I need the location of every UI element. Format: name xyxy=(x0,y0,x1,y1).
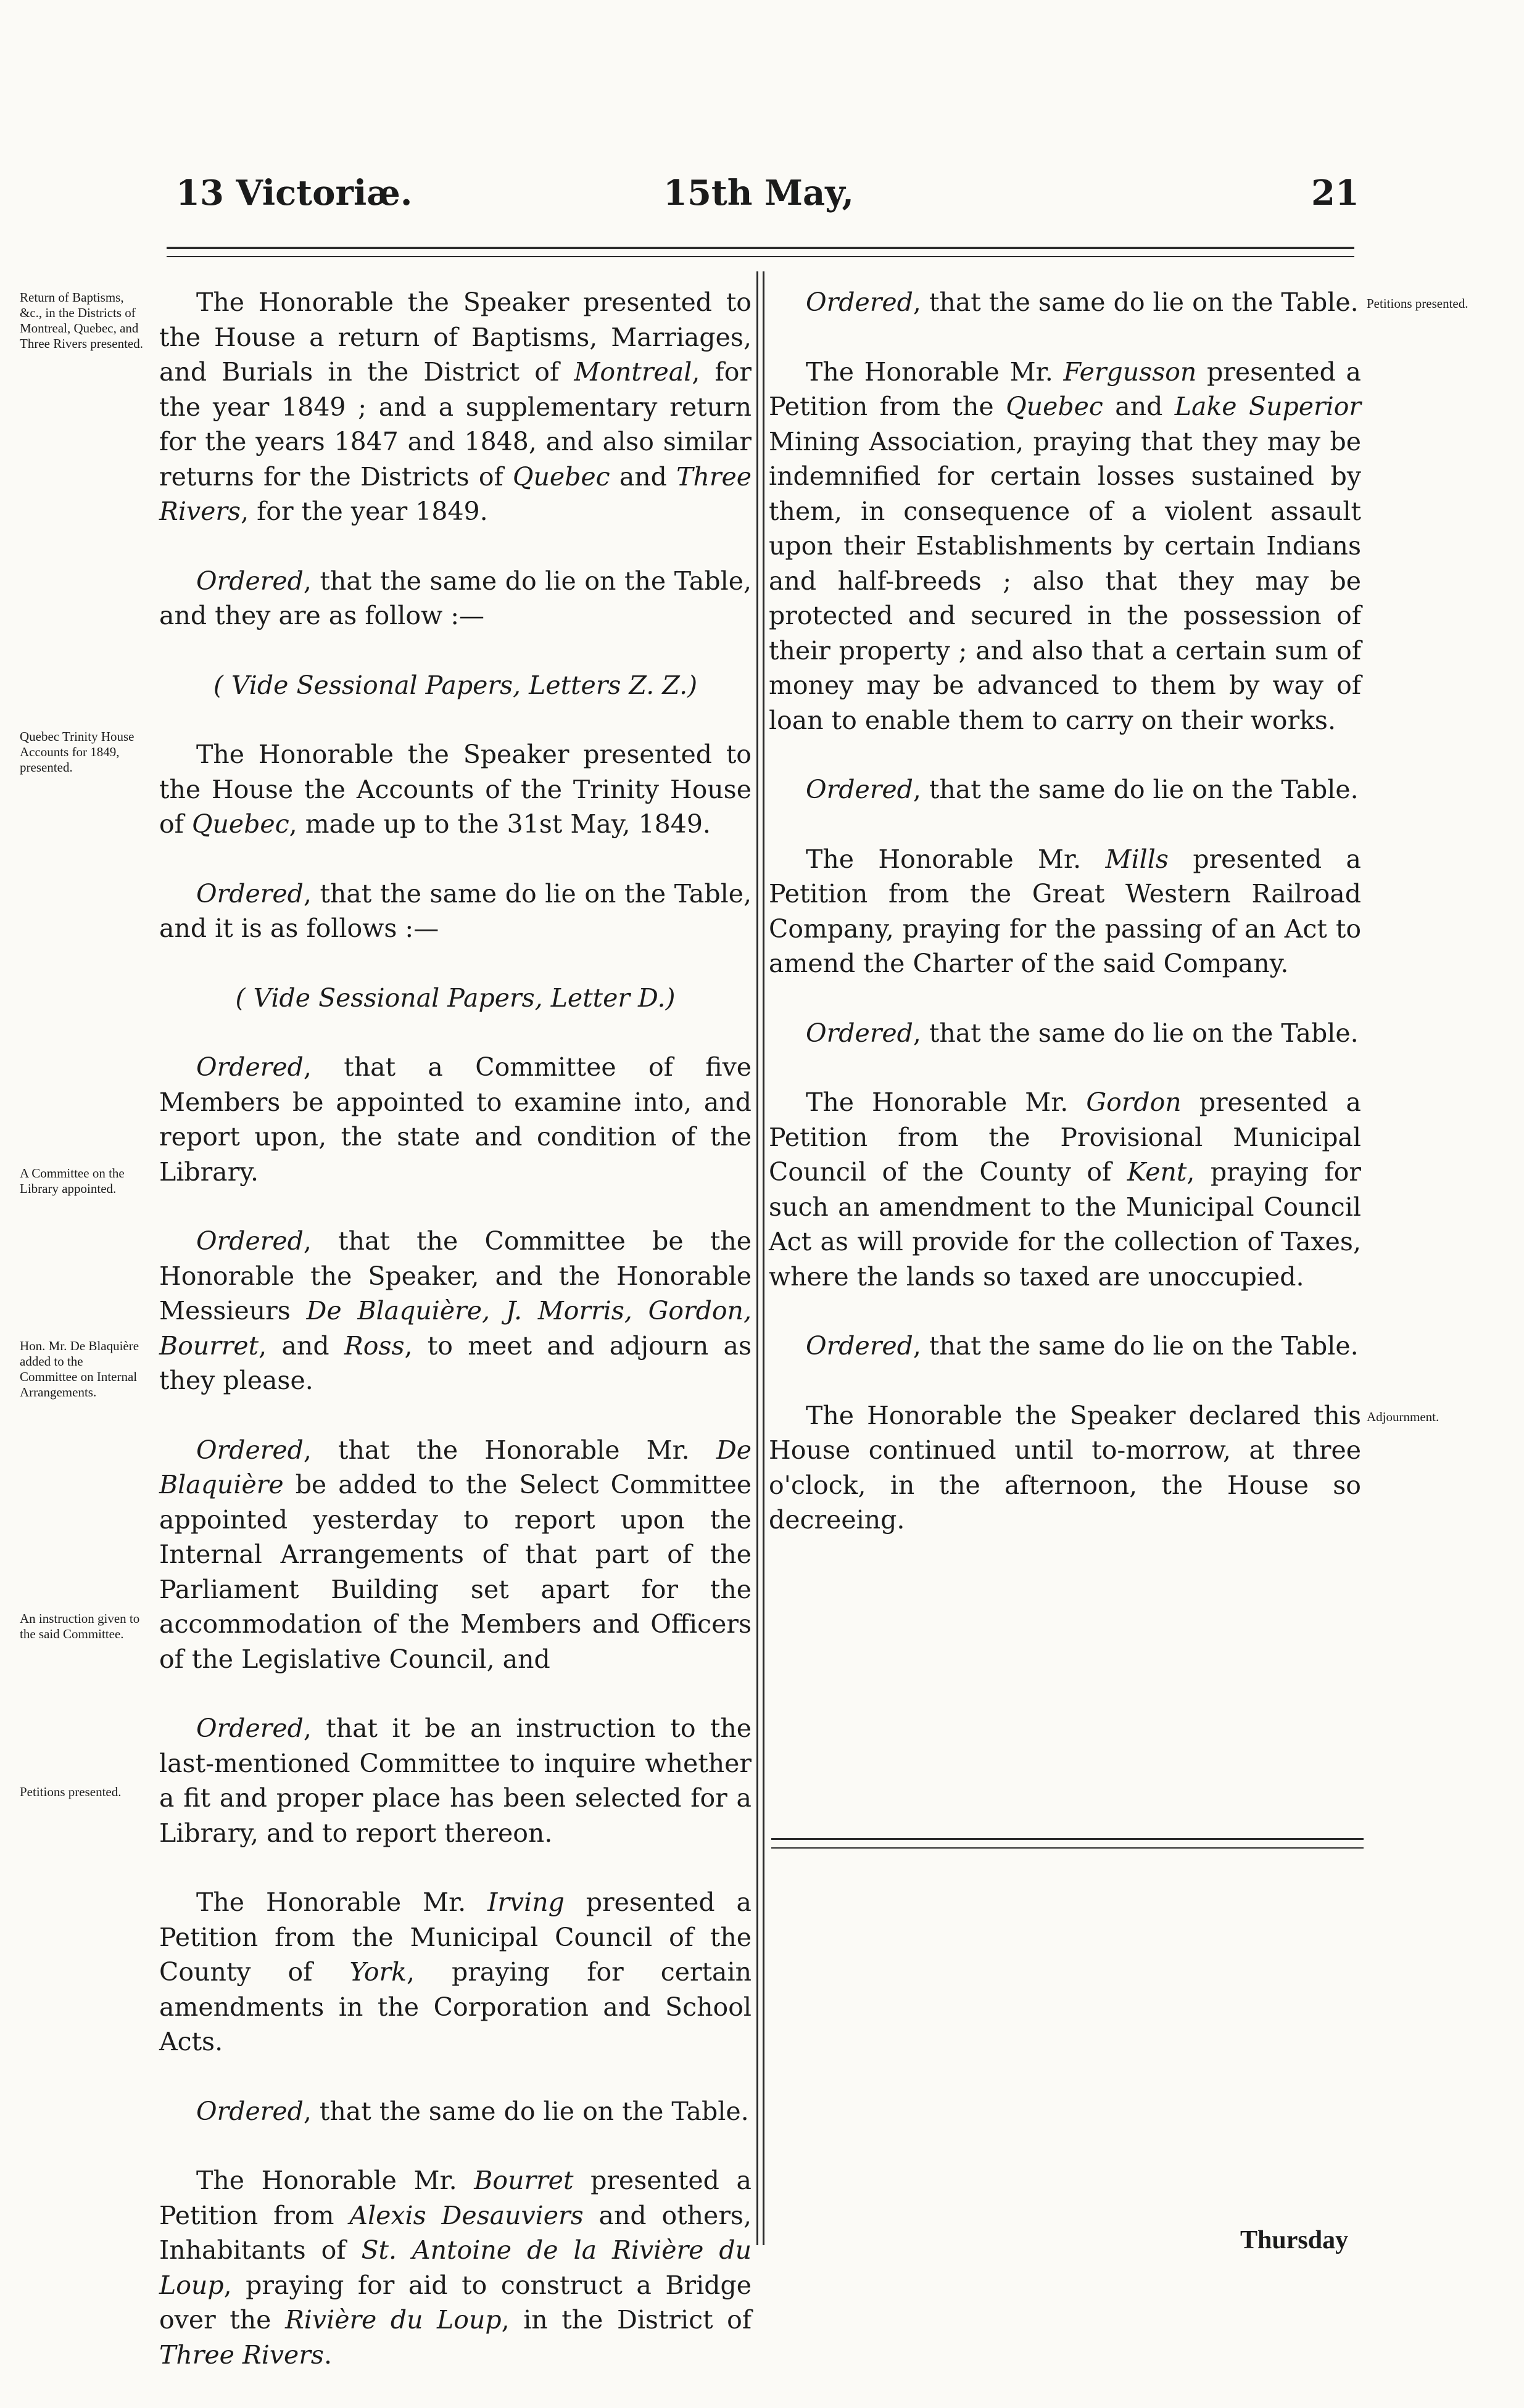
page-header xyxy=(0,173,1524,222)
margin-note: A Committee on the Library appointed. xyxy=(20,1166,125,1196)
paragraph: The Honorable Mr. Mills presented a Petition from the Great Western Railroad Company, praying for the passing of an Act to amend the Charter of the said Company. xyxy=(769,844,1361,978)
section-rule-thin xyxy=(771,1847,1364,1849)
margin-note: An instruction given to the said Committee. xyxy=(20,1611,140,1641)
left-column xyxy=(159,285,752,2407)
margin-note: Petitions presented. xyxy=(1367,296,1468,311)
margin-note: Return of Baptisms, &c., in the Districts of Montreal, Quebec, and Three Rivers presented. xyxy=(20,290,144,351)
paragraph: The Honorable the Speaker presented to the House the Accounts of the Trinity House of Quebec, made up to the 31st May, 1849. xyxy=(159,740,752,839)
paragraph: ( Vide Sessional Papers, Letter D.) xyxy=(235,983,676,1013)
paragraph: Ordered, that the same do lie on the Table. xyxy=(806,1331,1359,1361)
column-divider xyxy=(763,271,764,2245)
paragraph: The Honorable the Speaker presented to the House a return of Baptisms, Marriages, and Burials in the District of Montreal, for the year 1849 ; and a supplementary return for the years 1847 and 1848, and also similar returns for the Districts of Quebec and Three Rivers, for the year 1849. xyxy=(159,287,752,526)
paragraph: The Honorable Mr. Irving presented a Petition from the Municipal Council of the County of York, praying for certain amendments in the Corporation and School Acts. xyxy=(159,1887,752,2056)
paragraph: The Honorable the Speaker declared this House continued until to-morrow, at three o'clock, in the afternoon, the House so decreeing. xyxy=(769,1400,1361,1535)
paragraph: The Honorable Mr. Fergusson presented a Petition from the Quebec and Lake Superior Mining Association, praying that they may be indemnified for certain losses sustained by them, in consequence of a violent assault upon their Establishments by certain Indians and half-breeds ; also that they may be protected and secured in the possession of their property ; and also that a certain sum of money may be advanced to them by way of loan to enable them to carry on their works. xyxy=(769,357,1362,735)
margin-note: Hon. Mr. De Blaquière added to the Committee on Internal Arrangements. xyxy=(20,1338,139,1400)
running-head-left: 13 Victoriæ. xyxy=(176,173,413,213)
paragraph: Ordered, that the same do lie on the Table. xyxy=(806,775,1359,804)
paragraph: ( Vide Sessional Papers, Letters Z. Z.) xyxy=(213,670,698,700)
paragraph: Ordered, that the Honorable Mr. De Blaquière be added to the Select Committee appointed yesterday to report upon the Internal Arrangements of that part of the Parliament Building set apart for the accommodation of the Members and Officers of the Legislative Council, and xyxy=(159,1435,752,1674)
section-rule xyxy=(771,1838,1364,1840)
paragraph: Ordered, that the same do lie on the Table, and they are as follow :— xyxy=(159,566,752,630)
paragraph: Ordered, that the same do lie on the Table. xyxy=(806,1018,1359,1048)
page-number: 21 xyxy=(1311,173,1359,213)
right-column xyxy=(769,285,1361,1572)
paragraph: Ordered, that the same do lie on the Table. xyxy=(806,287,1359,317)
paragraph: Ordered, that the Committee be the Honorable the Speaker, and the Honorable Messieurs De Blaquière, J. Morris, Gordon, Bourret, and Ross, to meet and adjourn as they please. xyxy=(159,1226,752,1395)
margin-note: Quebec Trinity House Accounts for 1849, presented. xyxy=(20,729,135,775)
header-rule xyxy=(167,247,1354,249)
paragraph: Ordered, that the same do lie on the Table. xyxy=(196,2096,749,2126)
paragraph: Ordered, that the same do lie on the Table, and it is as follows :— xyxy=(159,878,752,943)
catchword: Thursday xyxy=(1240,2226,1349,2254)
paragraph: Ordered, that a Committee of five Members be appointed to examine into, and report upon, the state and condition of the Library. xyxy=(159,1052,752,1187)
running-head-date: 15th May, xyxy=(663,173,854,213)
header-rule-thin xyxy=(167,256,1354,257)
paragraph: Ordered, that it be an instruction to the last-mentioned Committee to inquire whether a fit and proper place has been selected for a Library, and to report thereon. xyxy=(159,1713,752,1848)
paragraph: The Honorable Mr. Bourret presented a Petition from Alexis Desauviers and others, Inhabitants of St. Antoine de la Rivière du Loup, praying for aid to construct a Bridge over the Rivière du Loup, in the District of Three Rivers. xyxy=(159,2166,752,2370)
paragraph: The Honorable Mr. Gordon presented a Petition from the Provisional Municipal Council of the County of Kent, praying for such an amendment to the Municipal Council Act as will provide for the collection of Taxes, where the lands so taxed are unoccupied. xyxy=(769,1087,1361,1292)
margin-note: Petitions presented. xyxy=(20,1784,122,1799)
margin-note: Adjournment. xyxy=(1367,1409,1439,1424)
column-divider xyxy=(756,271,758,2245)
